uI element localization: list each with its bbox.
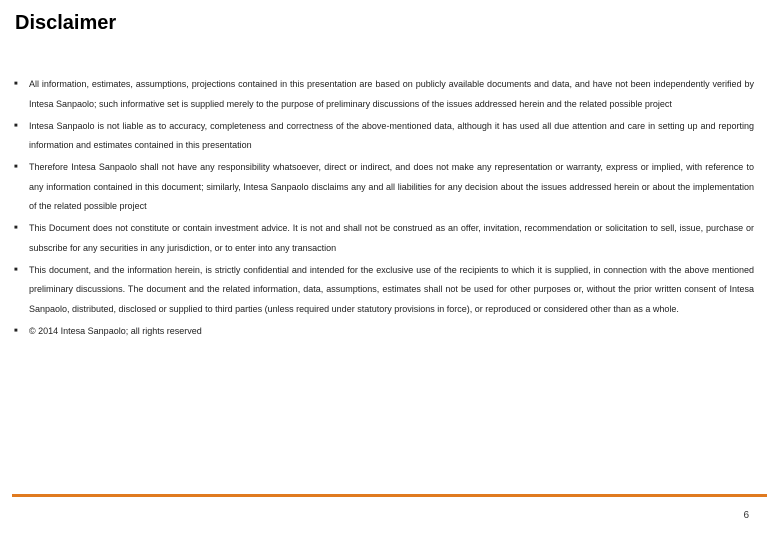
bullet-icon: ■ xyxy=(14,225,18,231)
list-item xyxy=(14,158,754,217)
list-item xyxy=(14,261,754,320)
list-item-text: This Document does not constitute or contain investment advice. It is not and shall not be construed as an offer, invitation, recommendation or solicitation to sell, issue, purchase or subscribe for any securities in any jurisdiction, or to enter into any transaction xyxy=(29,223,754,253)
page-number: 6 xyxy=(743,510,749,521)
bullet-icon: ■ xyxy=(14,327,18,334)
list-item xyxy=(14,322,754,342)
list-item-text: All information, estimates, assumptions, projections contained in this presentation are based on publicly available documents and data, and have not been independently verified by Intesa Sanpaolo; such informative set is supplied merely to the purpose of preliminary discussions of the issues addressed herein and the related possible project xyxy=(29,79,754,109)
footer-divider xyxy=(12,494,767,497)
bullet-icon: ■ xyxy=(14,122,18,129)
list-item-text: This document, and the information herein, is strictly confidential and intended for the exclusive use of the recipients to which it is supplied, in connection with the above mentioned preliminary discussions. The document and the related information, data, assumptions, estimates shall not be used for other purposes or, without the prior written consent of Intesa Sanpaolo, distributed, disclosed or supplied to third parties (unless required under statutory provisions in force), or reproduced or considered other than as a whole. xyxy=(29,264,754,314)
list-item xyxy=(14,75,754,114)
page-title: Disclaimer xyxy=(15,12,117,34)
bullet-icon: ■ xyxy=(14,81,18,87)
bullet-icon: ■ xyxy=(14,266,18,273)
disclaimer-list xyxy=(14,75,754,344)
list-item xyxy=(14,219,754,258)
list-item-text: Intesa Sanpaolo is not liable as to accuracy, completeness and correctness of the above-mentioned data, although it has used all due attention and care in setting up and reporting information and estimates contained in this presentation xyxy=(29,120,754,150)
list-item-text: © 2014 Intesa Sanpaolo; all rights reserved xyxy=(29,325,202,336)
bullet-icon: ■ xyxy=(14,164,18,170)
list-item-text: Therefore Intesa Sanpaolo shall not have any responsibility whatsoever, direct or indirect, and does not make any representation or warranty, express or implied, with reference to any information contained in this document; similarly, Intesa Sanpaolo disclaims any and all liabilities for any decision about the issues addressed herein or about the implementation of the related possible project xyxy=(29,162,754,211)
list-item xyxy=(14,117,754,156)
